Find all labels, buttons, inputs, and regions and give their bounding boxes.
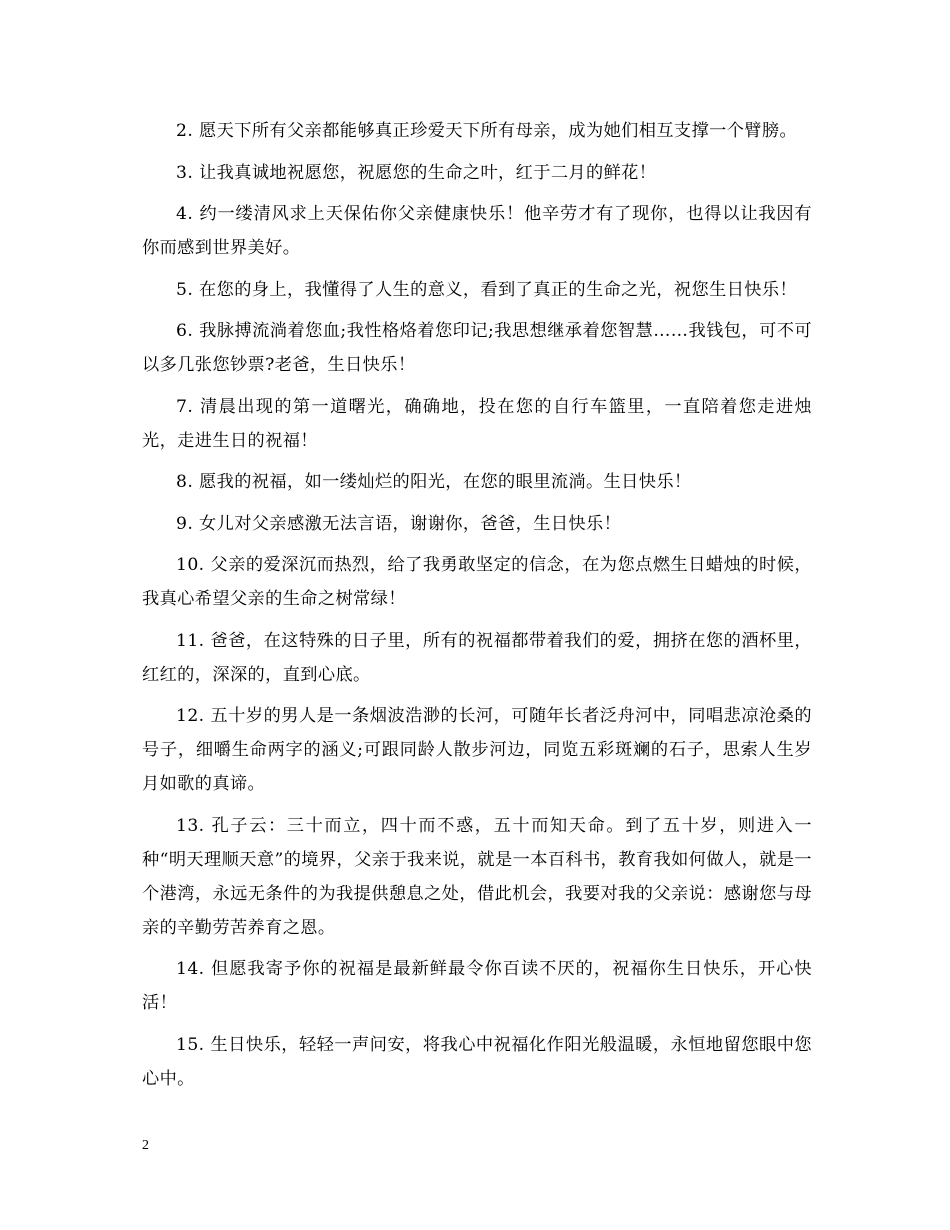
paragraph-item-15: 15. 生日快乐，轻轻一声问安，将我心中祝福化作阳光般温暖，永恒地留您眼中您心中。 xyxy=(142,1034,812,1089)
paragraph-item-11: 11. 爸爸，在这特殊的日子里，所有的祝福都带着我们的爱，拥挤在您的酒杯里，红红的，深深的，直到心底。 xyxy=(142,630,812,685)
paragraph-item-13: 13. 孔子云：三十而立，四十而不惑，五十而知天命。到了五十岁，则进入一种“明天理顺天意”的境界，父亲于我来说，就是一本百科书，教育我如何做人，就是一个港湾，永远无条件的为我提供憩息之处，借此机会，我要对我的父亲说：感谢您与母亲的辛勤劳苦养育之恩。 xyxy=(142,815,812,938)
paragraph-item-5: 5. 在您的身上，我懂得了人生的意义，看到了真正的生命之光，祝您生日快乐！ xyxy=(176,279,798,300)
paragraph-item-12: 12. 五十岁的男人是一条烟波浩渺的长河，可随年长者泛舟河中，同唱悲凉沧桑的号子，细嚼生命两字的涵义;可跟同龄人散步河边，同览五彩斑斓的石子，思索人生岁月如歌的真谛。 xyxy=(142,706,812,794)
paragraph-item-8: 8. 愿我的祝福，如一缕灿烂的阳光，在您的眼里流淌。生日快乐！ xyxy=(176,472,692,492)
page-number: 2 xyxy=(142,1138,149,1153)
paragraph-item-6: 6. 我脉搏流淌着您血;我性格烙着您印记;我思想继承着您智慧……我钱包，可不可以多几张您钞票?老爸，生日快乐！ xyxy=(142,321,812,375)
document-body xyxy=(142,114,812,1103)
paragraph-item-4: 4. 约一缕清风求上天保佑你父亲健康快乐！他辛劳才有了现你，也得以让我因有你而感到世界美好。 xyxy=(142,204,812,258)
paragraph-item-10: 10. 父亲的爱深沉而热烈，给了我勇敢坚定的信念，在为您点燃生日蜡烛的时候，我真心希望父亲的生命之树常绿！ xyxy=(142,555,812,609)
paragraph-item-2: 2. 愿天下所有父亲都能够真正珍爱天下所有母亲，成为她们相互支撑一个臂膀。 xyxy=(176,121,798,141)
paragraph-item-3: 3. 让我真诚地祝愿您，祝愿您的生命之叶，红于二月的鲜花！ xyxy=(176,162,657,183)
paragraph-item-9: 9. 女儿对父亲感激无法言语，谢谢你，爸爸，生日快乐！ xyxy=(176,513,622,534)
paragraph-item-14: 14. 但愿我寄予你的祝福是最新鲜最令你百读不厌的，祝福你生日快乐，开心快活！ xyxy=(142,959,812,1013)
paragraph-item-7: 7. 清晨出现的第一道曙光，确确地，投在您的自行车篮里，一直陪着您走进烛光，走进生日的祝福！ xyxy=(142,396,812,451)
